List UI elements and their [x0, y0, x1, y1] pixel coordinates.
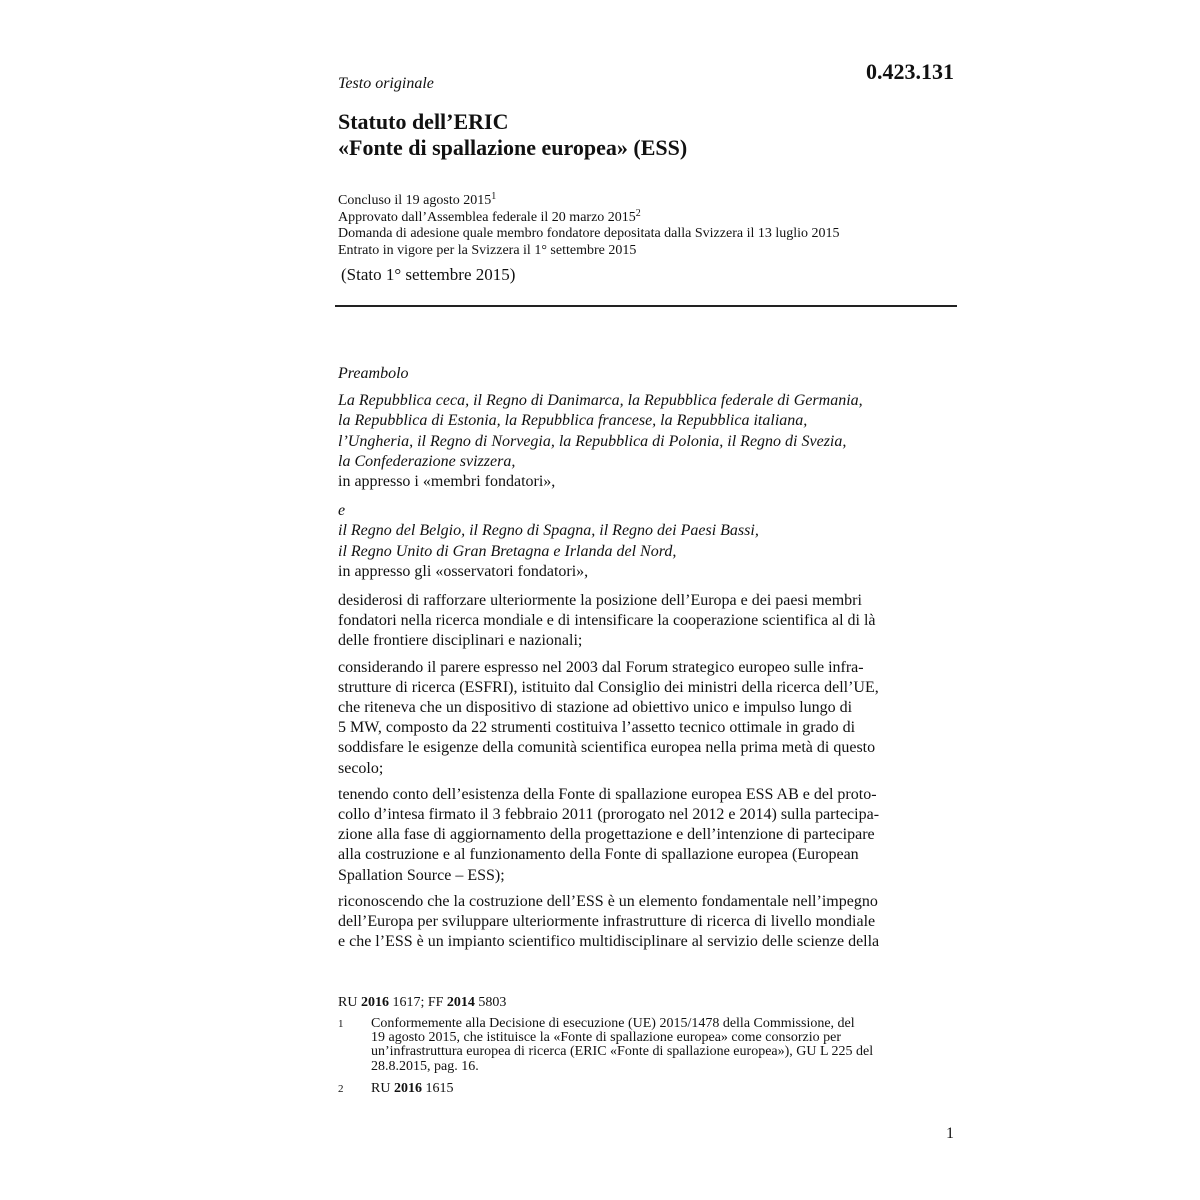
recital-paragraph: [338, 785, 954, 886]
footnote-line: un’infrastruttura europea di ricerca (ERIC «Fonte di spallazione europea»), GU L 225 del: [371, 1044, 874, 1060]
footnote-ref-1[interactable]: 1: [491, 191, 497, 202]
observers-suffix: in appresso gli «osservatori fondatori»,: [338, 562, 589, 580]
footnote-number: 1: [338, 1018, 344, 1030]
recital-line: considerando il parere espresso nel 2003 dal Forum strategico europeo sulle infra-: [338, 658, 864, 676]
footnote-text: [371, 1017, 954, 1074]
recital-line: soddisfare le esigenze della comunità scientifica europea nella prima metà di questo: [338, 739, 876, 757]
footnote-1: [338, 1017, 954, 1074]
title-line-2: «Fonte di spallazione europea» (ESS): [338, 135, 688, 160]
ref-ru-page: 1617; FF: [392, 995, 444, 1010]
recital-line: che riteneva che un dispositivo di stazione ad obiettivo unico e impulso lungo di: [338, 699, 853, 717]
founding-observers-block: [338, 521, 954, 582]
conjunction: e: [338, 502, 346, 520]
recital-paragraph: [338, 658, 954, 779]
sr-number: 0.423.131: [866, 59, 954, 84]
recital-line: 5 MW, composto da 22 strumenti costituiva l’assetto tecnico ottimale in grado di: [338, 719, 856, 737]
ref-ru-label: RU: [338, 995, 358, 1010]
founding-members-block: [338, 391, 954, 492]
recital-line: secolo;: [338, 759, 384, 777]
ref-ru-year: 2016: [360, 995, 389, 1010]
footnote-line: 28.8.2015, pag. 16.: [371, 1058, 479, 1074]
recital-line: desiderosi di rafforzare ulteriormente la posizione dell’Europa e dei paesi membri: [338, 592, 862, 610]
title-line-1: Statuto dell’ERIC: [338, 109, 509, 134]
status-date: (Stato 1° settembre 2015): [341, 265, 516, 284]
observers-line: il Regno del Belgio, il Regno di Spagna, il Regno dei Paesi Bassi,: [338, 522, 759, 540]
recital-line: dell’Europa per sviluppare ulteriormente infrastrutture di ricerca di livello mondiale: [338, 913, 876, 931]
recital-line: alla costruzione e al funzionamento della Fonte di spallazione europea (European: [338, 846, 859, 864]
recital-line: delle frontiere disciplinari e nazionali;: [338, 632, 583, 650]
fn2-ru-label: RU: [371, 1081, 391, 1096]
ref-ff-year: 2014: [446, 995, 475, 1010]
meta-concluded-text: Concluso il 19 agosto 2015: [338, 193, 492, 208]
meta-approved-text: Approvato dall’Assemblea federale il 20 marzo 2015: [338, 209, 636, 225]
recital-line: collo d’intesa firmato il 3 febbraio 2011 (prorogato nel 2012 e 2014) sulla partecipa-: [338, 806, 880, 824]
members-line: l’Ungheria, il Regno di Norvegia, la Repubblica di Polonia, il Regno di Svezia,: [338, 432, 847, 450]
document-metadata: [338, 193, 840, 259]
document-title: [338, 109, 687, 161]
recital-line: Spallation Source – ESS);: [338, 866, 505, 884]
ref-ff-page: 5803: [478, 995, 507, 1010]
members-line: la Confederazione svizzera,: [338, 452, 516, 470]
publication-reference: [338, 994, 506, 1011]
recital-paragraph: [338, 591, 954, 652]
recital-line: strutture di ricerca (ESFRI), istituito dal Consiglio dei ministri della ricerca dell’UE,: [338, 678, 879, 696]
footnote-ref-2[interactable]: 2: [635, 207, 641, 219]
meta-entry-into-force: Entrato in vigore per la Svizzera il 1° settembre 2015: [338, 242, 637, 258]
recital-line: fondatori nella ricerca mondiale e di intensificare la cooperazione scientifica al di là: [338, 612, 876, 630]
recital-line: zione alla fase di aggiornamento della progettazione e dell’intenzione di partecipare: [338, 826, 875, 844]
preamble-body: [338, 364, 954, 952]
recital-line: riconoscendo che la costruzione dell’ESS è un elemento fondamentale nell’impegno: [338, 892, 878, 910]
recital-paragraph: [338, 892, 954, 953]
meta-application: Domanda di adesione quale membro fondatore depositata dalla Svizzera il 13 luglio 2015: [338, 226, 840, 241]
footnote-line: Conformemente alla Decisione di esecuzione (UE) 2015/1478 della Commissione, del: [371, 1016, 855, 1031]
observers-line: il Regno Unito di Gran Bretagna e Irlanda del Nord,: [338, 542, 677, 560]
members-line: La Repubblica ceca, il Regno di Danimarca, la Repubblica federale di Germania,: [338, 392, 863, 410]
footnote-2: [338, 1082, 954, 1096]
original-text-label: Testo originale: [338, 75, 434, 92]
footnote-line: 19 agosto 2015, che istituisce la «Fonte di spallazione europea» come consorzio per: [371, 1030, 842, 1046]
header-divider: [335, 305, 957, 307]
fn2-year: 2016: [393, 1081, 422, 1096]
page-number: 1: [946, 1125, 954, 1142]
recital-line: tenendo conto dell’esistenza della Fonte di spallazione europea ESS AB e del proto-: [338, 785, 877, 803]
meta-concluded: [338, 193, 840, 210]
footnote-number: 2: [338, 1083, 344, 1095]
fn2-page: 1615: [425, 1081, 454, 1096]
meta-approved: [338, 207, 840, 227]
footnote-text: [371, 1082, 954, 1096]
preamble-heading: Preambolo: [338, 365, 409, 382]
members-line: la Repubblica di Estonia, la Repubblica francese, la Repubblica italiana,: [338, 412, 808, 430]
recital-line: e che l’ESS è un impianto scientifico multidisciplinare al servizio delle scienze della: [338, 933, 880, 951]
members-suffix: in appresso i «membri fondatori»,: [338, 473, 556, 491]
